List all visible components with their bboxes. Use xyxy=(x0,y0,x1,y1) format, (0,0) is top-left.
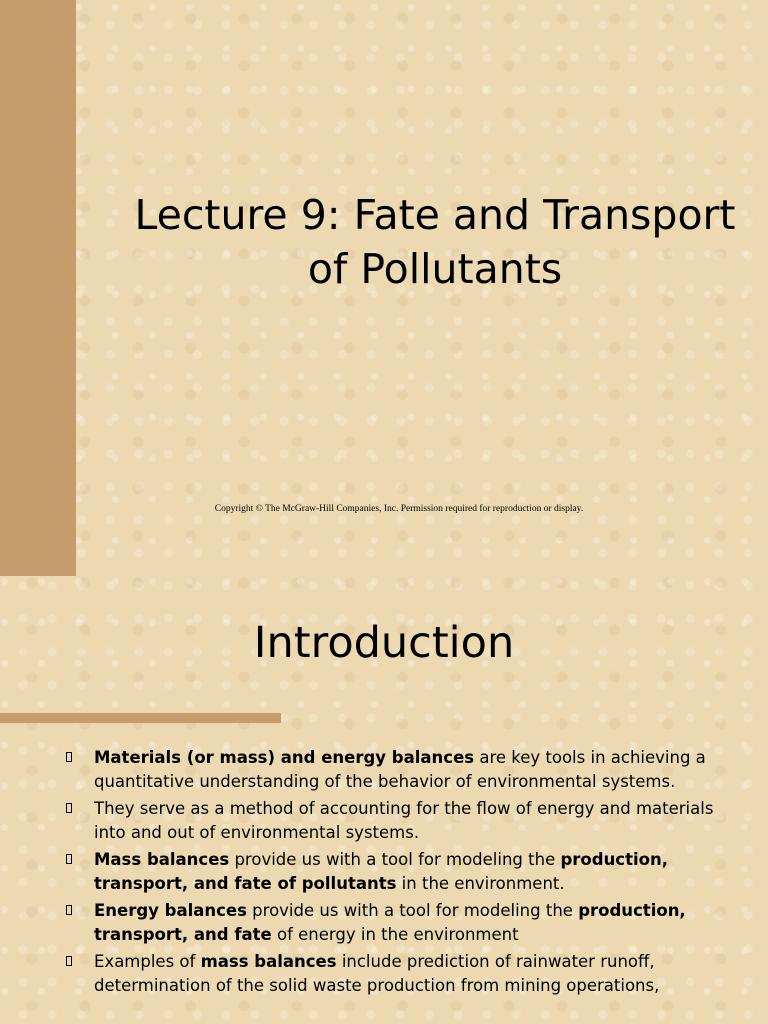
bullet-text: provide us with a tool for modeling the xyxy=(229,850,561,869)
bullet-emphasis: Energy balances xyxy=(94,901,247,920)
bullet-text: They serve as a method of accounting for the flow of energy and materials into and out of environmental systems. xyxy=(94,799,714,842)
bullet-marker-icon xyxy=(66,905,72,915)
bullet-item xyxy=(62,899,742,946)
lecture-title-line-2: of Pollutants xyxy=(307,245,563,293)
bullet-emphasis: mass balances xyxy=(200,952,337,971)
bullet-marker-icon xyxy=(66,956,72,966)
bullet-text: Examples of xyxy=(94,952,201,971)
bullet-item xyxy=(62,950,742,997)
bullet-marker-icon xyxy=(66,752,72,762)
introduction-title: Introduction xyxy=(253,618,515,668)
left-accent-bar xyxy=(0,0,76,576)
bullet-emphasis: production, transport, and fate of pollutants xyxy=(94,850,668,893)
introduction-slide xyxy=(0,576,768,1024)
bullet-emphasis: Materials (or mass) and energy balances xyxy=(94,748,475,767)
bullet-text: in the environment. xyxy=(396,873,565,893)
bullet-marker-icon xyxy=(66,854,72,864)
bullet-item xyxy=(62,797,742,844)
lecture-title-line-1: Lecture 9: Fate and Transport xyxy=(134,191,736,239)
bullet-emphasis: production, transport, and fate xyxy=(94,901,686,944)
bullet-marker-icon xyxy=(66,803,72,813)
bullet-text: of energy in the environment xyxy=(271,924,519,944)
bullet-text: are key tools in achieving a quantitative understanding of the behavior of environmental systems. xyxy=(94,748,706,791)
bullet-list xyxy=(62,746,742,1001)
bullet-item xyxy=(62,848,742,895)
bullet-text: include prediction of rainwater runoff, determination of the solid waste production from mining operations, xyxy=(94,952,660,995)
lecture-title xyxy=(110,188,760,296)
bullet-text: provide us with a tool for modeling the xyxy=(246,901,579,920)
title-underline-bar xyxy=(0,713,281,723)
bullet-emphasis: Mass balances xyxy=(94,850,230,869)
bullet-item xyxy=(62,746,742,793)
copyright-notice: Copyright © The McGraw-Hill Companies, Inc. Permission required for reproduction or display. xyxy=(214,504,584,514)
